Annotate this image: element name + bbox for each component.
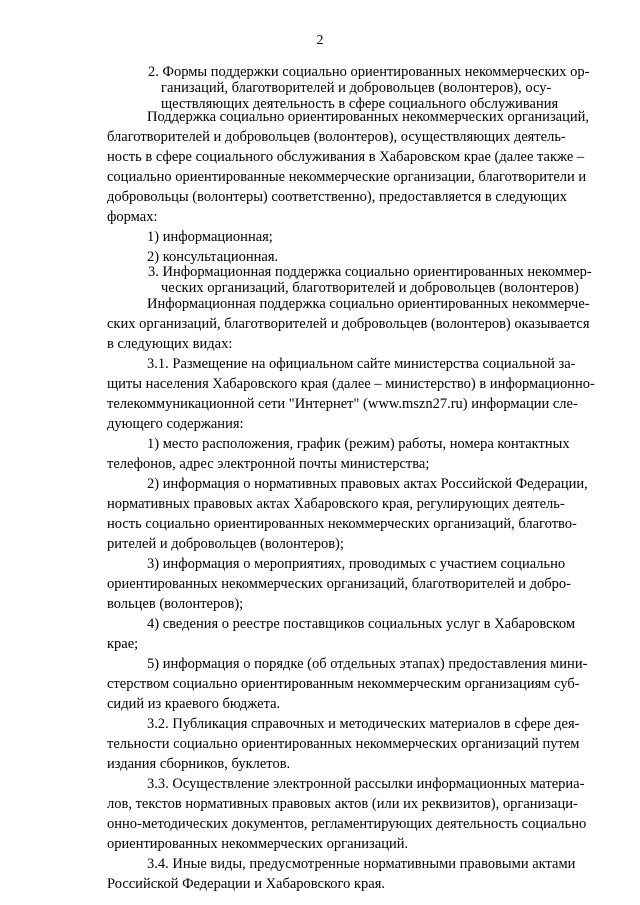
text-line: ориентированных некоммерческих организаций, благотворителей и добро- xyxy=(107,576,571,592)
text-line: издания сборников, буклетов. xyxy=(107,756,291,772)
heading-line: ческих организаций, благотворителей и добровольцев (волонтеров) xyxy=(161,280,579,296)
text-line: Информационная поддержка социально ориентированных некоммерче- xyxy=(147,296,590,312)
text-line: социально ориентированные некоммерческие организации, благотворители и xyxy=(107,169,587,185)
text-line: дующего содержания: xyxy=(107,416,244,432)
list-item: 2) консультационная. xyxy=(147,249,279,265)
text-line: 3.2. Публикация справочных и методических материалов в сфере дея- xyxy=(147,716,580,732)
text-line: в следующих видах: xyxy=(107,336,233,352)
list-item: 3) информация о мероприятиях, проводимых с участием социально xyxy=(147,556,566,572)
text-line: стерством социально ориентированным некоммерческим организациям суб- xyxy=(107,676,580,692)
text-line: ность в сфере социального обслуживания в Хабаровском крае (далее также – xyxy=(107,149,585,165)
list-item: 2) информация о нормативных правовых актах Российской Федерации, xyxy=(147,476,588,492)
page-number: 2 xyxy=(316,33,324,48)
text-line: лов, текстов нормативных правовых актов (или их реквизитов), организаци- xyxy=(107,796,578,812)
text-line: 3.1. Размещение на официальном сайте министерства социальной за- xyxy=(147,356,576,372)
text-line: Поддержка социально ориентированных некоммерческих организаций, xyxy=(147,109,590,125)
text-line: рителей и добровольцев (волонтеров); xyxy=(107,536,344,552)
list-item: 5) информация о порядке (об отдельных этапах) предоставления мини- xyxy=(147,656,588,672)
text-line: сидий из краевого бюджета. xyxy=(107,696,281,712)
text-line: ориентированных некоммерческих организаций. xyxy=(107,836,409,852)
heading-line: 2. Формы поддержки социально ориентированных некоммерческих ор- xyxy=(148,64,590,80)
text-line: 3.4. Иные виды, предусмотренные нормативными правовыми актами xyxy=(147,856,576,872)
heading-line: ганизаций, благотворителей и добровольцев (волонтеров), осу- xyxy=(161,80,552,96)
text-line: телекоммуникационной сети "Интернет" (www.mszn27.ru) информации сле- xyxy=(107,396,578,412)
text-line: ность социально ориентированных некоммерческих организаций, благотво- xyxy=(107,516,577,532)
list-item: 1) место расположения, график (режим) работы, номера контактных xyxy=(147,436,570,452)
list-item: 4) сведения о реестре поставщиков социальных услуг в Хабаровском xyxy=(147,616,576,632)
heading-line: 3. Информационная поддержка социально ориентированных некоммер- xyxy=(148,264,592,280)
text-line: ских организаций, благотворителей и добровольцев (волонтеров) оказывается xyxy=(107,316,590,332)
text-line: 3.3. Осуществление электронной рассылки информационных материа- xyxy=(147,776,585,792)
text-line: Российской Федерации и Хабаровского края. xyxy=(107,876,386,892)
text-line: тельности социально ориентированных некоммерческих организаций путем xyxy=(107,736,580,752)
text-line: нормативных правовых актах Хабаровского края, регулирующих деятель- xyxy=(107,496,565,512)
text-line: добровольцы (волонтеры) соответственно), предоставляется в следующих xyxy=(107,189,567,205)
text-line: крае; xyxy=(107,636,139,652)
text-line: благотворителей и добровольцев (волонтеров), осуществляющих деятель- xyxy=(107,129,566,145)
text-line: формах: xyxy=(107,209,158,225)
text-line: онно-методических документов, регламентирующих деятельность социально xyxy=(107,816,587,832)
text-line: телефонов, адрес электронной почты министерства; xyxy=(107,456,430,472)
text-line: щиты населения Хабаровского края (далее – министерство) в информационно- xyxy=(107,376,595,392)
heading-line: ществляющих деятельность в сфере социального обслуживания xyxy=(161,96,559,112)
list-item: 1) информационная; xyxy=(147,229,273,245)
text-line: вольцев (волонтеров); xyxy=(107,596,244,612)
